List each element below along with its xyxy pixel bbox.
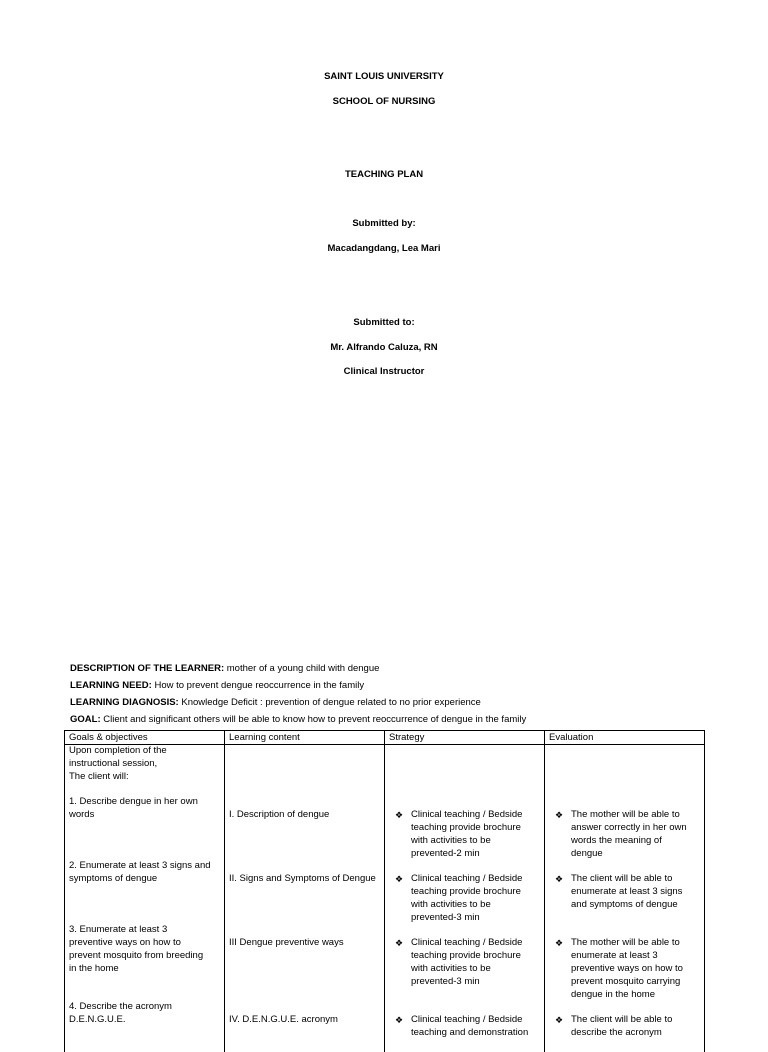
text-line: dengue (571, 847, 603, 859)
goal-label: GOAL: (70, 714, 101, 725)
text-line: preventive ways on how to (69, 937, 181, 949)
content-4: IV. D.E.N.G.U.E. acronym (229, 1014, 338, 1026)
submitted-to-name: Mr. Alfrando Caluza, RN (330, 342, 438, 353)
text-line: and symptoms of dengue (571, 898, 678, 910)
table-row (65, 745, 705, 1052)
diamond-bullet-icon: ❖ (395, 810, 404, 821)
text-line: with activities to be (411, 898, 491, 910)
learner-label: DESCRIPTION OF THE LEARNER: (70, 663, 225, 674)
evaluation-4 (549, 1014, 700, 1052)
diamond-bullet-icon: ❖ (395, 938, 404, 949)
text-line: 2. Enumerate at least 3 signs and (69, 860, 211, 872)
evaluation-1 (549, 809, 700, 873)
content-3: III Dengue preventive ways (229, 937, 344, 949)
intro-line: Upon completion of the (69, 745, 167, 756)
header-strategy: Strategy (385, 731, 545, 745)
diamond-bullet-icon: ❖ (555, 1015, 564, 1026)
intro-line: The client will: (69, 770, 129, 782)
text-line: enumerate at least 3 signs (571, 886, 683, 898)
text-line: The client will be able to (571, 1014, 673, 1026)
learner-text: mother of a young child with dengue (224, 663, 380, 674)
strategy-cell (385, 745, 545, 1052)
need-text: How to prevent dengue reoccurrence in the family (151, 680, 365, 691)
intro-line: instructional session, (69, 757, 158, 769)
table-header-row (65, 731, 705, 745)
goals-cell (65, 745, 225, 1052)
content-2: II. Signs and Symptoms of Dengue (229, 873, 376, 885)
text-line: symptoms of dengue (69, 873, 158, 885)
evaluation-cell (545, 745, 705, 1052)
header-evaluation: Evaluation (545, 731, 705, 745)
learning-content-cell (225, 745, 385, 1052)
text-line: prevent mosquito carrying (571, 975, 681, 987)
text-line: 4. Describe the acronym (69, 1001, 172, 1013)
text-line: prevented-2 min (411, 847, 480, 859)
strategy-2 (389, 873, 540, 937)
teaching-plan-table (64, 730, 705, 1052)
text-line: Clinical teaching / Bedside (411, 809, 523, 821)
content-1: I. Description of dengue (229, 809, 330, 821)
text-line: in the home (69, 962, 119, 974)
diagnosis-label: LEARNING DIAGNOSIS: (70, 697, 179, 708)
submitted-by-name: Macadangdang, Lea Mari (327, 243, 441, 254)
submitted-to-role: Clinical Instructor (343, 366, 425, 377)
diamond-bullet-icon: ❖ (555, 938, 564, 949)
text-line: prevent mosquito from breeding (69, 949, 204, 961)
text-line: Clinical teaching / Bedside (411, 873, 523, 885)
text-line: enumerate at least 3 (571, 950, 658, 962)
header-learning-content: Learning content (225, 731, 385, 745)
goal-1 (69, 796, 220, 860)
text-line: The mother will be able to (571, 809, 680, 821)
text-line: D.E.N.G.U.E. (69, 1014, 126, 1026)
evaluation-3 (549, 937, 700, 1014)
text-line: prevented-3 min (411, 975, 480, 987)
strategy-4 (389, 1014, 540, 1052)
text-line: The client will be able to (571, 873, 673, 885)
header-goals: Goals & objectives (65, 731, 225, 745)
learner-description (70, 663, 379, 674)
strategy-3 (389, 937, 540, 1014)
strategy-1 (389, 809, 540, 873)
text-line: 3. Enumerate at least 3 (69, 924, 168, 936)
need-label: LEARNING NEED: (70, 680, 152, 691)
diamond-bullet-icon: ❖ (395, 874, 404, 885)
university-name: SAINT LOUIS UNIVERSITY (324, 71, 444, 82)
text-line: with activities to be (411, 834, 491, 846)
goal-3 (69, 924, 220, 1001)
text-line: teaching and demonstration (411, 1027, 529, 1039)
goal-4 (69, 1001, 220, 1039)
text-line: dengue in the home (571, 988, 655, 1000)
diagnosis-text: Knowledge Deficit : prevention of dengue related to no prior experience (178, 697, 481, 708)
document-title: TEACHING PLAN (344, 169, 424, 180)
text-line: prevented-3 min (411, 911, 480, 923)
text-line: Clinical teaching / Bedside (411, 1014, 523, 1026)
intro-text (69, 745, 220, 796)
text-line: preventive ways on how to (571, 962, 683, 974)
text-line: teaching provide brochure (411, 950, 521, 962)
text-line: words (69, 809, 95, 821)
submitted-to-label: Submitted to: (353, 317, 415, 328)
school-name: SCHOOL OF NURSING (332, 96, 436, 107)
evaluation-2 (549, 873, 700, 937)
text-line: words the meaning of (571, 834, 662, 846)
learning-diagnosis (70, 697, 481, 708)
goal-text: Client and significant others will be able to know how to prevent reoccurrence of dengue in the family (100, 714, 527, 725)
goal-statement (70, 714, 526, 725)
learning-need (70, 680, 364, 691)
text-line: Clinical teaching / Bedside (411, 937, 523, 949)
text-line: describe the acronym (571, 1027, 662, 1039)
text-line: teaching provide brochure (411, 886, 521, 898)
text-line: with activities to be (411, 962, 491, 974)
diamond-bullet-icon: ❖ (555, 874, 564, 885)
text-line: The mother will be able to (571, 937, 680, 949)
diamond-bullet-icon: ❖ (555, 810, 564, 821)
goal-2 (69, 860, 220, 924)
submitted-by-label: Submitted by: (352, 218, 416, 229)
text-line: answer correctly in her own (571, 822, 687, 834)
diamond-bullet-icon: ❖ (395, 1015, 404, 1026)
text-line: 1. Describe dengue in her own (69, 796, 198, 808)
text-line: teaching provide brochure (411, 822, 521, 834)
